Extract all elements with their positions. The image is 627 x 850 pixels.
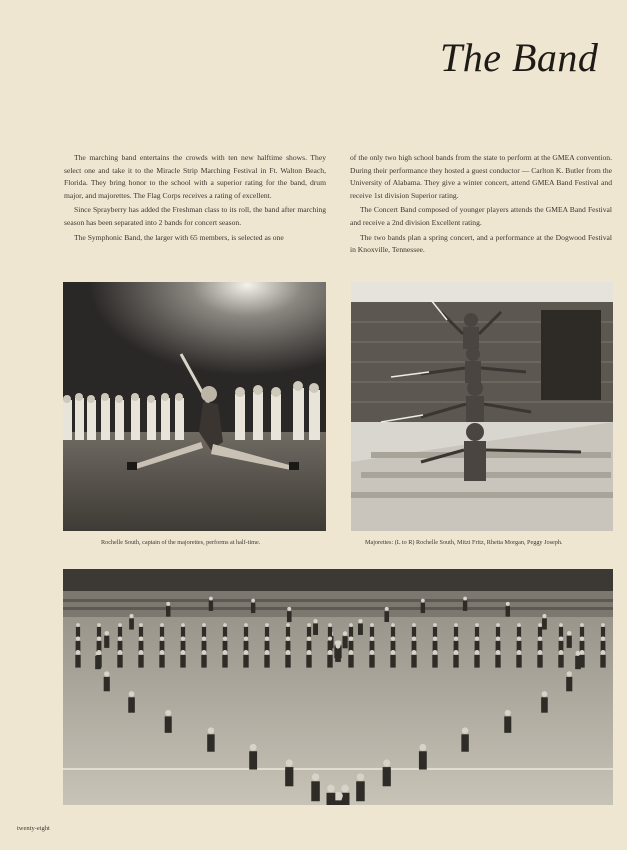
photo-majorette-halftime xyxy=(63,282,326,531)
body-text-right-column xyxy=(350,152,612,259)
body-paragraph-continued: of the only two high school bands from the state to perform at the GMEA convention. During their performance they hosted a guest conductor — Carlton K. Butler from the University of Alabama. They give a winter concert, attend GMEA Band Festival and receive 1st division Superior rating. xyxy=(350,153,612,200)
body-paragraph: The two bands plan a spring concert, and a performance at the Dogwood Festival in Knoxville, Tennessee. xyxy=(350,232,612,255)
body-paragraph: Since Sprayberry has added the Freshman class to its roll, the band after marching season has been separated into 2 bands for concert season. xyxy=(64,205,326,227)
photo-band-formation xyxy=(63,569,613,805)
photo-caption: Rochelle South, captain of the majorettes, performs at half-time. xyxy=(101,539,261,546)
photo-caption: Majorettes: (L to R) Rochelle South, Mitzi Fritz, Rhetta Morgan, Peggy Joseph. xyxy=(365,539,563,546)
page-number: twenty-eight xyxy=(17,825,50,832)
body-paragraph: The Concert Band composed of younger players attends the GMEA Band Festival and receive a 2nd division Excellent rating. xyxy=(350,205,612,227)
body-text-left-column xyxy=(64,152,326,246)
body-paragraph: The Symphonic Band, the larger with 65 members, is selected as one xyxy=(74,232,284,242)
body-paragraph: The marching band entertains the crowds with ten new halftime shows. They select one and take it to the Miracle Strip Marching Festival in Ft. Walton Beach, Florida. They bring honor to the school with a superior rating for the band, drum major, and majorettes. The Flag Corps receives a rating of excellent. xyxy=(64,153,326,200)
page-title: The Band xyxy=(440,35,599,80)
photo-majorettes-group xyxy=(351,282,613,531)
